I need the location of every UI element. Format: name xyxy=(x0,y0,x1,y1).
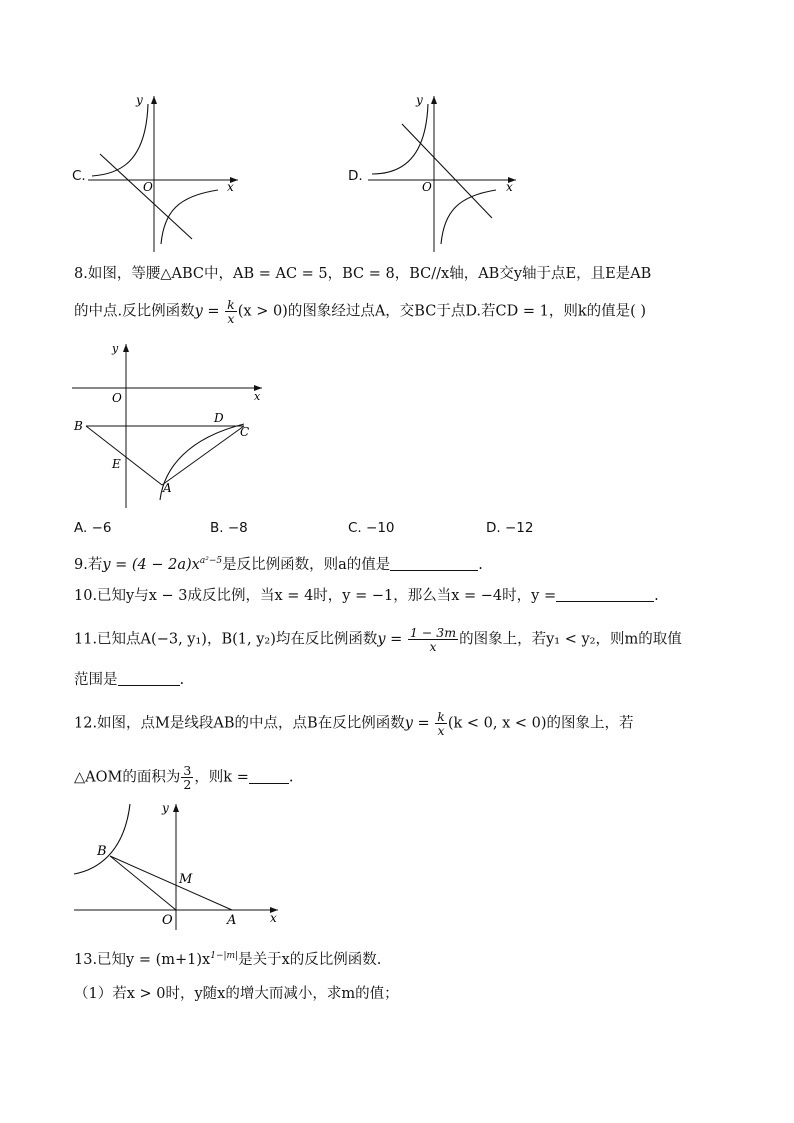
q9-expression: y = (4 − 2a)x xyxy=(102,556,200,573)
q8-point-c: C xyxy=(240,425,250,439)
q11-line2: 范围是 . xyxy=(74,672,185,688)
q11-prefix: 11.已知点A(−3, y₁)，B(1, y₂)均在反比例函数 xyxy=(74,631,378,648)
q13-line xyxy=(74,946,381,970)
q8-option-a[interactable]: A. −6 xyxy=(74,520,112,536)
q11-range-label: 范围是 xyxy=(74,672,118,688)
q13-sub1: （1）若x > 0时，y随x的增大而减小，求m的值； xyxy=(74,986,399,1002)
option-c-label: C. xyxy=(72,168,86,184)
q8-y-label: y xyxy=(112,342,119,355)
q8-option-b[interactable]: B. −8 xyxy=(210,520,248,536)
q12-y-label: y xyxy=(162,801,169,815)
q8-option-c[interactable]: C. −10 xyxy=(348,520,395,536)
q10-line: 10.已知y与x − 3成反比例，当x = 4时，y = −1，那么当x = −4时，y = . xyxy=(74,588,659,604)
q9-line: 9.若$y = (4 - 2a)x^{a^2-5}$是反比例函数，则a的值是 . xyxy=(74,556,483,573)
q8-point-e: E xyxy=(112,457,121,471)
q10-text: 10.已知y与x − 3成反比例，当x = 4时，y = −1，那么当x = −4时，y = xyxy=(74,588,557,604)
q12-answer-blank[interactable] xyxy=(249,769,289,784)
q12-point-b: B xyxy=(97,844,107,859)
c-origin-label: O xyxy=(143,180,153,194)
q13-exponent: 1−|m| xyxy=(210,951,239,961)
q12-frac-den: 2 xyxy=(183,777,192,792)
q13-suffix: 是关于x的反比例函数. xyxy=(238,951,382,968)
q12-frac-num: 3 xyxy=(183,763,192,778)
q11-suffix: 的图象上，若y₁ < y₂，则m的取值 xyxy=(459,631,682,648)
c-x-label: x xyxy=(227,180,234,194)
q8-x-label: x xyxy=(254,390,261,403)
q11-fraction xyxy=(408,626,458,653)
q12-line1 xyxy=(74,710,634,737)
q8-point-b: B xyxy=(74,419,83,433)
option-d-svg xyxy=(346,92,526,254)
q12-func-y: y = xyxy=(404,715,435,732)
q11-answer-blank[interactable] xyxy=(118,671,180,686)
q11-line1 xyxy=(74,626,682,653)
q12-figure xyxy=(70,800,284,932)
q8-func-y: y = xyxy=(194,303,225,320)
q12-point-a: A xyxy=(227,913,237,928)
q12-area-text: △AOM的面积为 xyxy=(74,769,181,786)
q8-line2 xyxy=(74,298,646,325)
d-y-label: y xyxy=(416,93,423,107)
q12-k-fraction: $\frac{k}{x}$ xyxy=(437,709,445,738)
d-origin-label: O xyxy=(422,180,432,194)
option-d-label: D. xyxy=(348,168,363,184)
option-d-graph xyxy=(346,92,526,254)
q11-numerator: 1 − 3m xyxy=(409,625,457,640)
q10-answer-blank[interactable] xyxy=(556,587,654,602)
q9-prefix: 9.若 xyxy=(74,556,103,573)
q12-prefix: 12.如图，点M是线段AB的中点，点B在反比例函数 xyxy=(74,715,405,732)
q8-line2-prefix: 的中点.反比例函数 xyxy=(74,303,195,320)
c-y-label: y xyxy=(136,93,143,107)
option-c-svg xyxy=(70,92,250,254)
q8-line1: 8.如图，等腰△ABC中，AB = AC = 5，BC = 8，BC//x轴，AB交y轴于点E，且E是AB xyxy=(74,266,652,282)
q12-x-label: x xyxy=(270,911,277,925)
q8-origin-label: O xyxy=(112,391,122,405)
q8-k-fraction: $\frac{k}{x}$ xyxy=(227,297,235,326)
q11-func-y: y = xyxy=(377,631,407,648)
q11-denominator: x xyxy=(429,639,437,654)
q12-origin-label: O xyxy=(162,913,173,928)
q12-point-m: M xyxy=(179,872,193,887)
d-x-label: x xyxy=(506,180,513,194)
q9-answer-blank[interactable] xyxy=(390,556,478,571)
q8-point-d: D xyxy=(214,411,224,425)
q8-option-d[interactable]: D. −12 xyxy=(486,520,534,536)
q9-suffix: 是反比例函数，则a的值是 xyxy=(222,556,391,573)
q8-figure xyxy=(68,340,268,510)
q8-point-a: A xyxy=(163,481,172,495)
q13-prefix: 13.已知y = (m+1)x xyxy=(74,951,211,968)
q12-suffix: (k < 0, x < 0)的图象上，若 xyxy=(447,715,634,732)
q9-exponent: a²−5 xyxy=(199,556,223,566)
option-c-graph xyxy=(70,92,250,254)
q12-area-fraction xyxy=(181,764,193,791)
q12-line2: △AOM的面积为 $\frac{3}{2}$ ，则k = . xyxy=(74,763,294,792)
q8-line2-suffix: (x > 0)的图象经过点A，交BC于点D.若CD = 1，则k的值是( ) xyxy=(237,303,647,320)
q12-k-equals: ，则k = xyxy=(194,769,249,786)
